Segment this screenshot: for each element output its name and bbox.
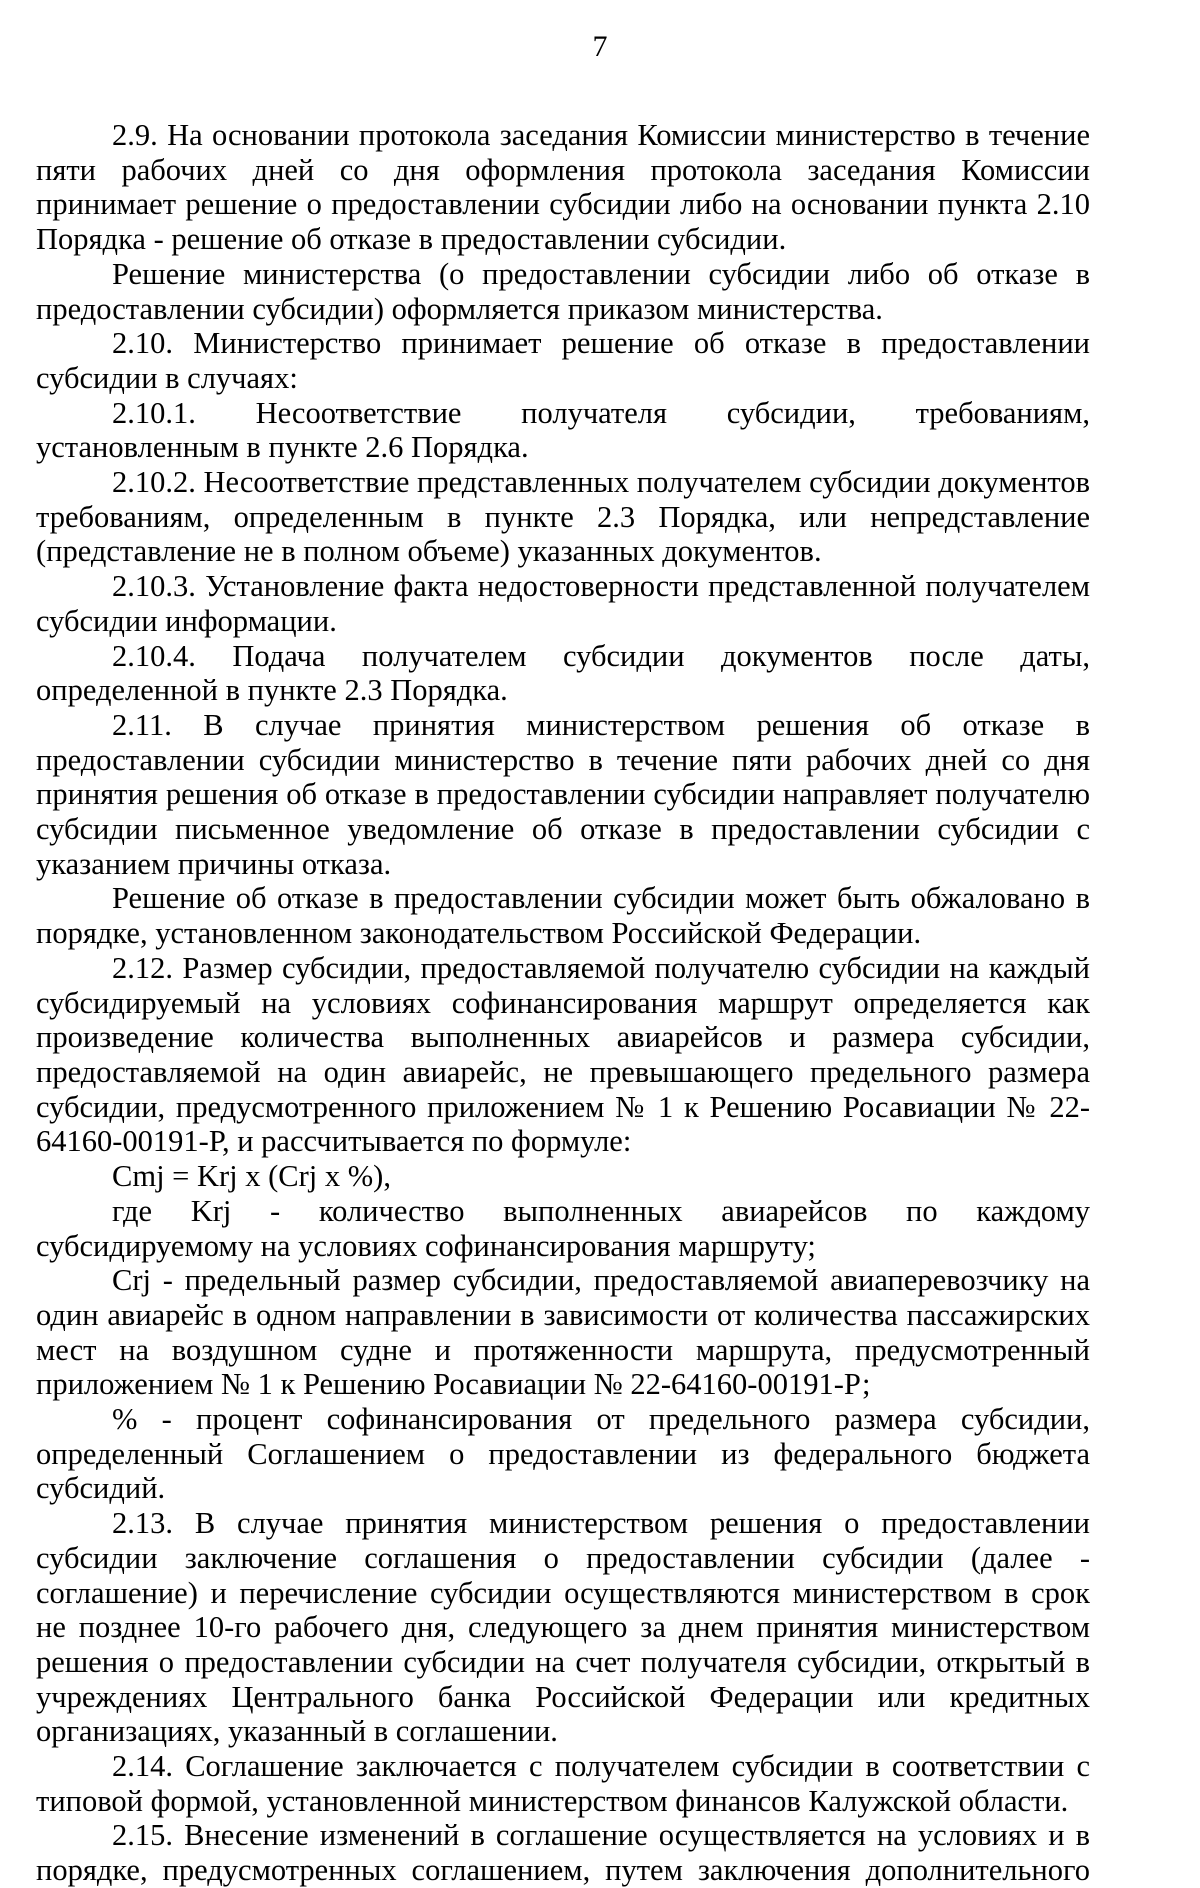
document-body xyxy=(36,118,1090,1888)
paragraph-2-9: 2.9. На основании протокола заседания Комиссии министерство в течение пяти рабочих дней со дня оформления протокола заседания Комиссии принимает решение о предоставлении субсидии либо на основании пункта 2.10 Порядка - решение об отказе в предоставлении субсидии. xyxy=(36,118,1090,257)
paragraph-2-12: 2.12. Размер субсидии, предоставляемой получателю субсидии на каждый субсидируемый на условиях софинансирования маршрут определяется как произведение количества выполненных авиарейсов и размера субсидии, предоставляемой на один авиарейс, не превышающего предельного размера субсидии, предусмотренного приложением № 1 к Решению Росавиации № 22-64160-00191-Р, и рассчитывается по формуле: xyxy=(36,950,1090,1159)
formula-definition-crj: Crj - предельный размер субсидии, предоставляемой авиаперевозчику на один авиарейс в одном направлении в зависимости от количества пассажирских мест на воздушном судне и протяженности маршрута, предусмотренный приложением № 1 к Решению Росавиации № 22-64160-00191-Р; xyxy=(36,1263,1090,1402)
paragraph-2-13: 2.13. В случае принятия министерством решения о предоставлении субсидии заключение соглашения о предоставлении субсидии (далее - соглашение) и перечисление субсидии осуществляются министерством в срок не позднее 10-го рабочего дня, следующего за днем принятия министерством решения о предоставлении субсидии на счет получателя субсидии, открытый в учреждениях Центрального банка Российской Федерации или кредитных организациях, указанный в соглашении. xyxy=(36,1506,1090,1749)
paragraph-2-10-3: 2.10.3. Установление факта недостоверности представленной получателем субсидии информации. xyxy=(36,569,1090,638)
paragraph-2-10-1: 2.10.1. Несоответствие получателя субсидии, требованиям, установленным в пункте 2.6 Порядка. xyxy=(36,395,1090,465)
paragraph-2-10-4: 2.10.4. Подача получателем субсидии документов после даты, определенной в пункте 2.3 Порядка. xyxy=(36,638,1090,708)
paragraph-2-14: 2.14. Соглашение заключается с получателем субсидии в соответствии с типовой формой, установленной министерством финансов Калужской области. xyxy=(36,1749,1090,1818)
paragraph-ministry-decision: Решение министерства (о предоставлении субсидии либо об отказе в предоставлении субсидии) оформляется приказом министерства. xyxy=(36,256,1090,326)
page-number: 7 xyxy=(592,30,608,63)
formula-definition-percent: % - процент софинансирования от предельного размера субсидии, определенный Соглашением о предоставлении из федерального бюджета субсидий. xyxy=(36,1402,1090,1506)
paragraph-2-10-2: 2.10.2. Несоответствие представленных получателем субсидии документов требованиям, определенным в пункте 2.3 Порядка, или непредставление (представление не в полном объеме) указанных документов. xyxy=(36,465,1090,569)
paragraph-2-10: 2.10. Министерство принимает решение об отказе в предоставлении субсидии в случаях: xyxy=(36,326,1090,395)
subsidy-formula: Cmj = Krj x (Crj x %), xyxy=(112,1159,391,1194)
formula-definition-krj: где Krj - количество выполненных авиарейсов по каждому субсидируемому на условиях софинансирования маршруту; xyxy=(36,1193,1090,1263)
paragraph-appeal: Решение об отказе в предоставлении субсидии может быть обжаловано в порядке, установленном законодательством Российской Федерации. xyxy=(36,881,1090,951)
paragraph-2-11: 2.11. В случае принятия министерством решения об отказе в предоставлении субсидии министерство в течение пяти рабочих дней со дня принятия решения об отказе в предоставлении субсидии направляет получателю субсидии письменное уведомление об отказе в предоставлении субсидии с указанием причины отказа. xyxy=(36,707,1090,881)
paragraph-2-15: 2.15. Внесение изменений в соглашение осуществляется на условиях и в порядке, предусмотренных соглашением, путем заключения дополнительного xyxy=(36,1818,1090,1888)
